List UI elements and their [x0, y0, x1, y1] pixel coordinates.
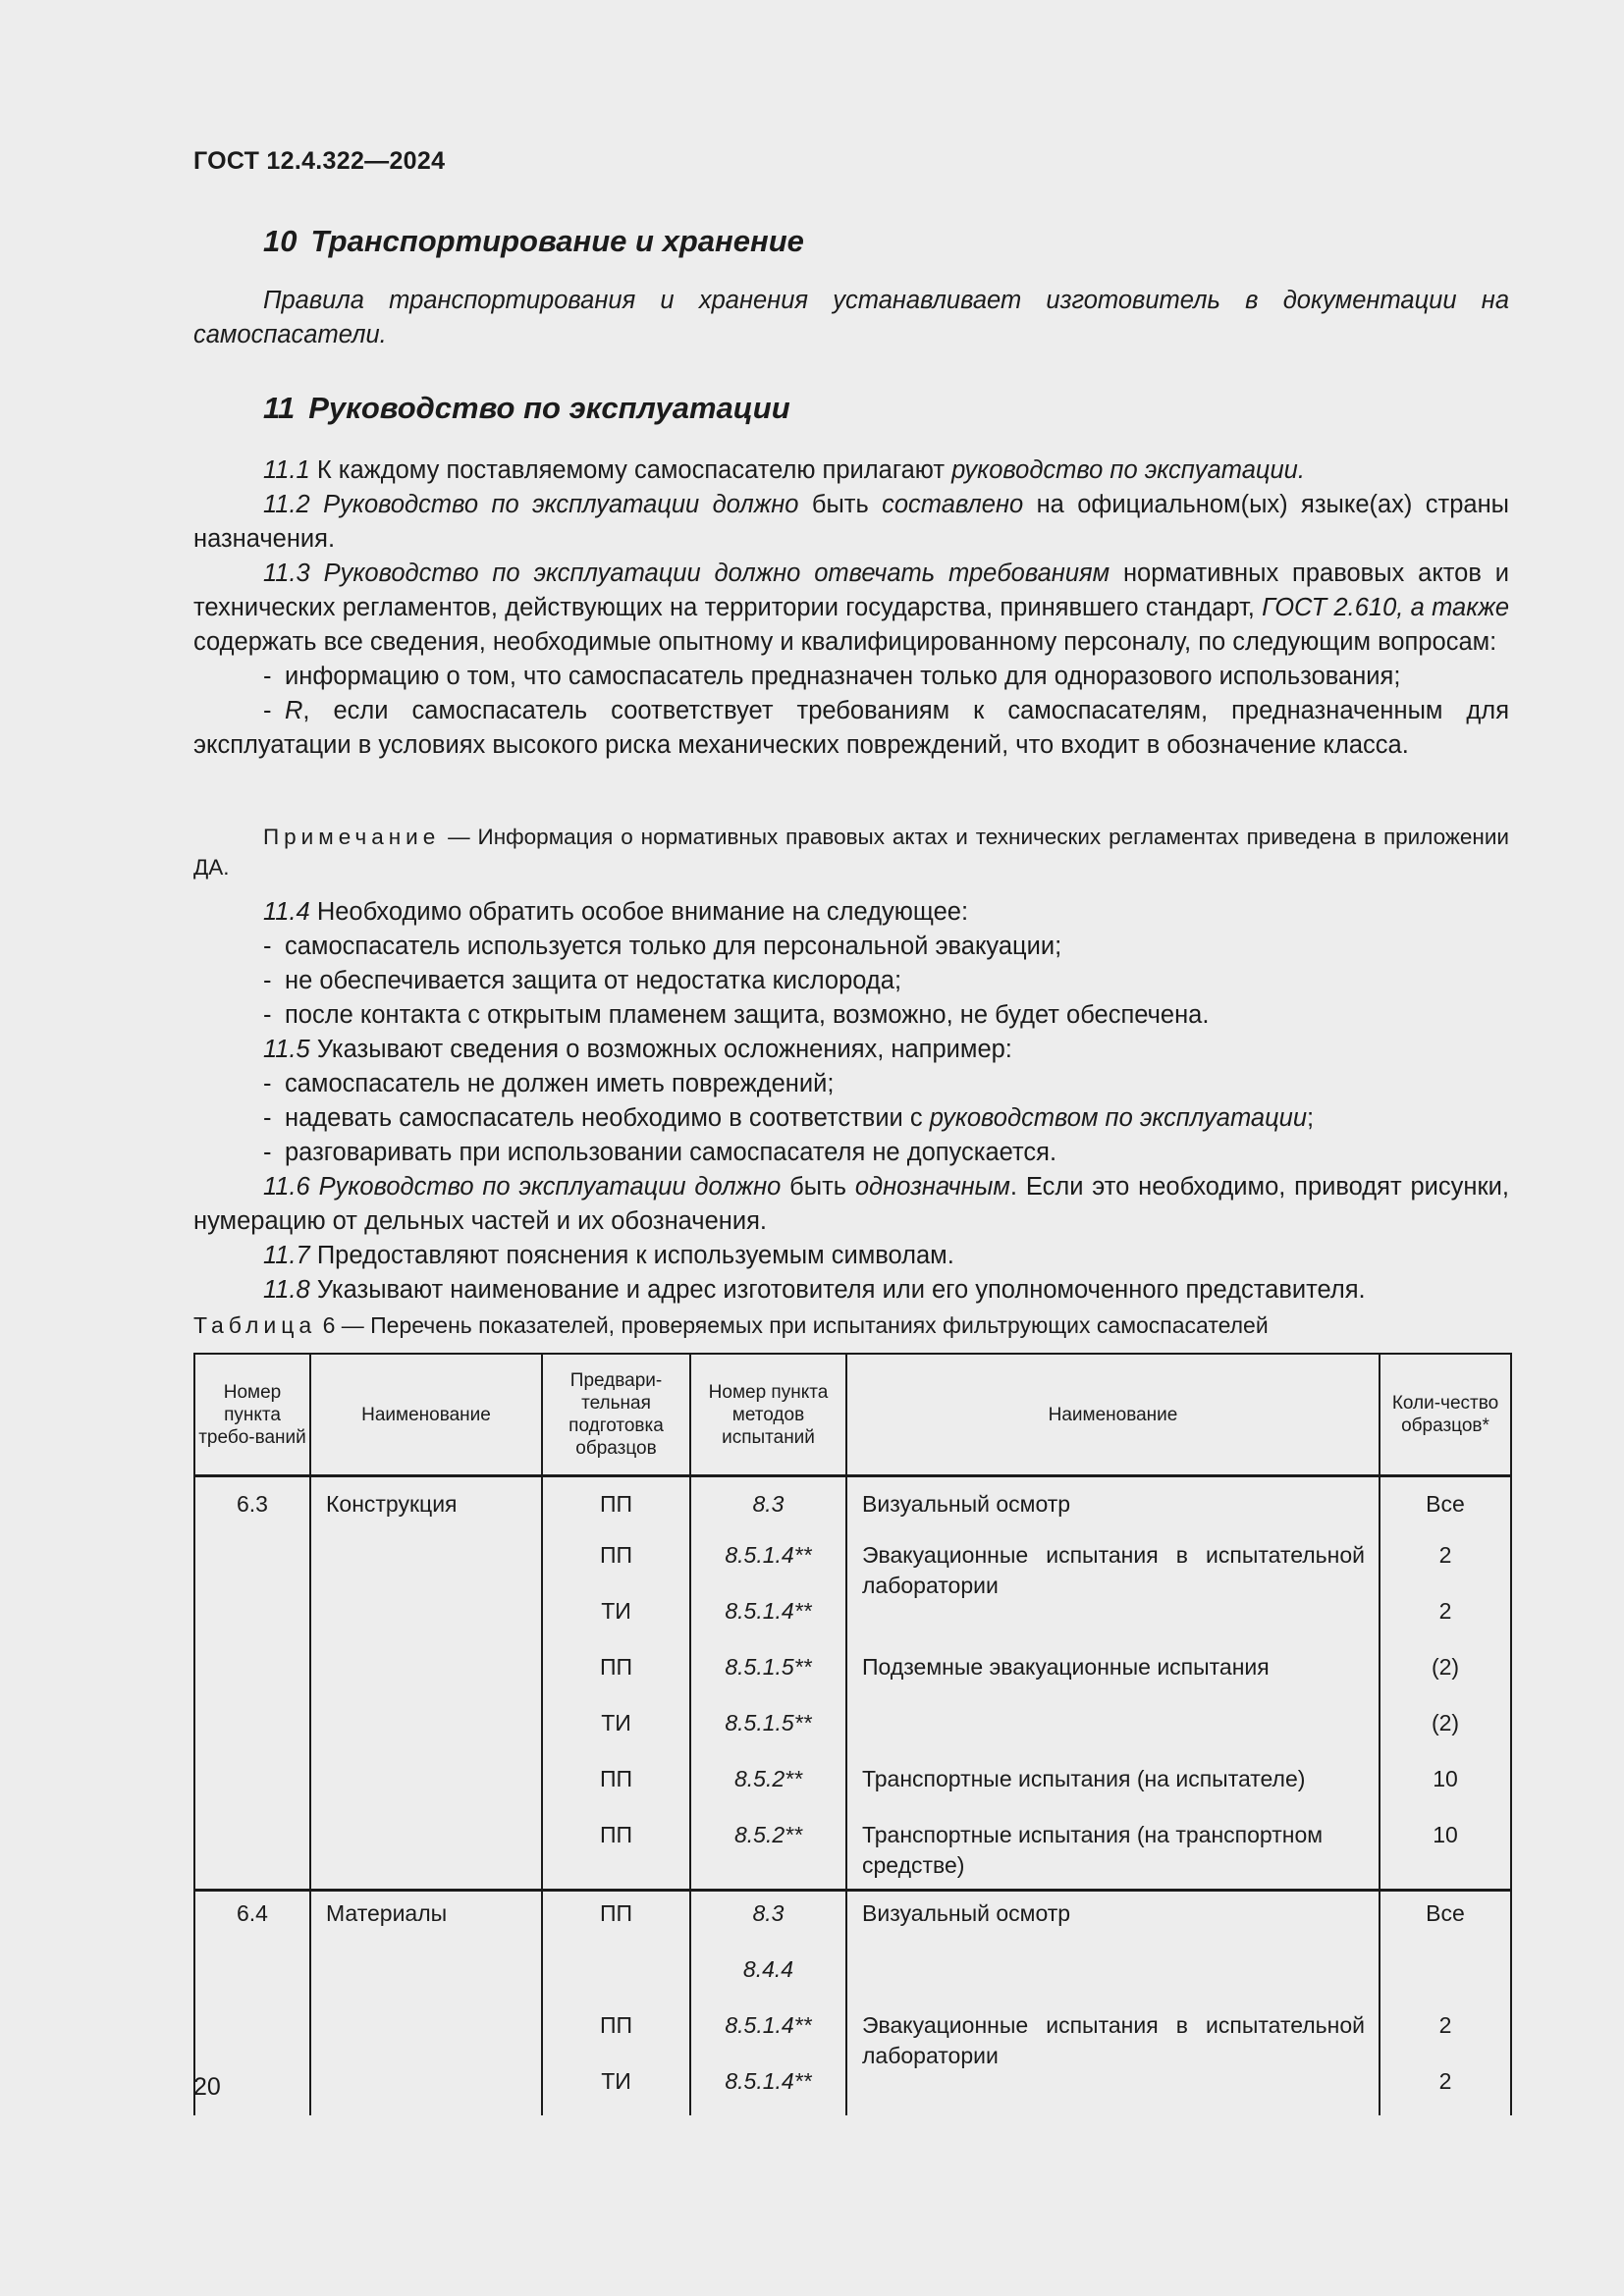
note: [193, 822, 1509, 882]
section-title: Транспортирование и хранение: [310, 224, 804, 258]
cell-method: 8.4.4: [690, 1948, 846, 2003]
cell-prep: ПП: [542, 1476, 690, 1534]
cell-method: 8.3: [690, 1891, 846, 1949]
cell-qty: (2): [1380, 1701, 1511, 1757]
test-parameters-table: [193, 1353, 1512, 2115]
section-11-body-a: [193, 454, 1509, 763]
dash-bullet: -: [263, 1139, 272, 1166]
cell-req: [194, 2003, 310, 2059]
clause-text: Указывают сведения о возможных осложнениях, например:: [309, 1036, 1012, 1063]
clause-11-3: [193, 557, 1509, 660]
cell-test: Эвакуационные испытания в испытательной лаборатории: [846, 1533, 1380, 1645]
cell-test: Эвакуационные испытания в испытательной лаборатории: [846, 2003, 1380, 2115]
cell-qty: 2: [1380, 1589, 1511, 1645]
clause-number: 11.6: [263, 1173, 310, 1201]
cell-test: Визуальный осмотр: [846, 1891, 1380, 1949]
dash-bullet: -: [263, 933, 272, 960]
clause-11-1: [193, 454, 1509, 488]
list-item: [193, 694, 1509, 763]
clause-11-8: [193, 1273, 1509, 1308]
clause-text: К каждому поставляемому самоспасателю прилагают: [316, 456, 952, 484]
clause-11-7: [193, 1239, 1509, 1273]
clause-text: нормативных правовых актов и технических регламентов, действующих на территории государства, принявшего стандарт,: [193, 560, 1509, 621]
cell-prep: ПП: [542, 1645, 690, 1701]
table-row: [194, 1645, 1511, 1701]
table-row: [194, 1533, 1511, 1589]
cell-qty: Все: [1380, 1891, 1511, 1949]
clause-number: 11.4: [263, 898, 310, 926]
table-row: [194, 1813, 1511, 1891]
cell-req: [194, 1701, 310, 1757]
clause-number: 11.2: [263, 491, 310, 518]
cell-req: [194, 1948, 310, 2003]
cell-prep: ПП: [542, 2003, 690, 2059]
cell-qty: (2): [1380, 1645, 1511, 1701]
clause-text: Указывают наименование и адрес изготовителя или его уполномоченного представителя.: [309, 1276, 1366, 1304]
cell-req: 6.4: [194, 1891, 310, 1949]
cell-test: [846, 1948, 1380, 2003]
document-id: ГОСТ 12.4.322—2024: [193, 147, 446, 175]
clause-text: Необходимо обратить особое внимание на следующее:: [309, 898, 969, 926]
cell-method: 8.5.2**: [690, 1813, 846, 1891]
cell-method: 8.5.1.4**: [690, 1589, 846, 1645]
table-caption-label: Таблица: [193, 1312, 317, 1338]
cell-method: 8.5.1.4**: [690, 2059, 846, 2115]
clause-11-4: [193, 895, 1509, 930]
clause-number: 11.8: [263, 1276, 310, 1304]
cell-name: [310, 1701, 542, 1757]
section-11-heading: [263, 391, 790, 426]
note-text: — Информация о нормативных правовых актах и технических регламентах приведена в приложении ДА.: [193, 825, 1509, 880]
list-item-text: надевать самоспасатель необходимо в соответствии с: [285, 1104, 930, 1132]
section-number: 11: [263, 391, 296, 425]
cell-name: [310, 1589, 542, 1645]
cell-prep: ПП: [542, 1813, 690, 1891]
cell-qty: 10: [1380, 1813, 1511, 1891]
cell-prep: ПП: [542, 1891, 690, 1949]
list-item-text: информацию о том, что самоспасатель предназначен только для одноразового использования;: [285, 663, 1401, 690]
list-item-text: после контакта с открытым пламенем защита, возможно, не будет обеспечена.: [285, 1001, 1210, 1029]
cell-name: [310, 1533, 542, 1589]
list-item-text: не обеспечивается защита от недостатка кислорода;: [285, 967, 902, 994]
list-item: [193, 1067, 1509, 1101]
clause-number: 11.3: [263, 560, 310, 587]
cell-prep: ТИ: [542, 1701, 690, 1757]
cell-prep: ПП: [542, 1757, 690, 1813]
cell-req: [194, 1589, 310, 1645]
clause-11-6: [193, 1170, 1509, 1239]
column-header: Коли-чество образцов*: [1380, 1354, 1511, 1476]
dash-bullet: -: [263, 697, 272, 724]
cell-test: Подземные эвакуационные испытания: [846, 1645, 1380, 1701]
clause-emphasis: руководство по экспуатации.: [951, 456, 1305, 484]
list-item-text: разговаривать при использовании самоспасателя не допускается.: [285, 1139, 1057, 1166]
dash-bullet: -: [263, 663, 272, 690]
cell-qty: 2: [1380, 2059, 1511, 2115]
cell-method: 8.3: [690, 1476, 846, 1534]
page-number: 20: [193, 2073, 221, 2101]
clause-text: . Если это необходимо, приводят рисунки, нумерацию от дельных частей и их обозначения.: [193, 1173, 1509, 1235]
table-header-row: [194, 1354, 1511, 1476]
cell-test: Визуальный осмотр: [846, 1476, 1380, 1534]
clause-emphasis: составлено: [882, 491, 1024, 518]
paragraph: Правила транспортирования и хранения устанавливает изготовитель в документации на самоспасатели.: [193, 287, 1509, 348]
cell-name: Конструкция: [310, 1476, 542, 1534]
column-header: Номер пункта методов испытаний: [690, 1354, 846, 1476]
cell-test: Транспортные испытания (на испытателе): [846, 1757, 1380, 1813]
clause-11-5: [193, 1033, 1509, 1067]
cell-method: 8.5.1.4**: [690, 1533, 846, 1589]
cell-prep: ПП: [542, 1533, 690, 1589]
section-10-body: [193, 284, 1509, 352]
cell-name: [310, 2003, 542, 2059]
cell-req: [194, 1757, 310, 1813]
cell-req: [194, 1533, 310, 1589]
section-11-body-b: [193, 895, 1509, 1308]
clause-emphasis: ГОСТ 2.610, а также: [1262, 594, 1509, 621]
clause-emphasis: однозначным: [854, 1173, 1010, 1201]
cell-req: [194, 1645, 310, 1701]
table-caption: [193, 1312, 1269, 1339]
dash-bullet: -: [263, 967, 272, 994]
cell-name: [310, 1948, 542, 2003]
cell-method: 8.5.1.5**: [690, 1645, 846, 1701]
clause-text: быть: [781, 1173, 855, 1201]
dash-bullet: -: [263, 1001, 272, 1029]
clause-emphasis: Руководство по эксплуатации должно: [323, 491, 799, 518]
clause-text: содержать все сведения, необходимые опытному и квалифицированному персоналу, по следующим вопросам:: [193, 628, 1497, 656]
column-header: Наименование: [310, 1354, 542, 1476]
cell-req: [194, 1813, 310, 1891]
clause-emphasis: Руководство по эксплуатации должно: [318, 1173, 782, 1201]
cell-method: 8.5.2**: [690, 1757, 846, 1813]
list-item: [193, 964, 1509, 998]
clause-11-2: [193, 488, 1509, 557]
table-caption-text: 6 — Перечень показателей, проверяемых при испытаниях фильтрующих самоспасателей: [316, 1312, 1269, 1338]
clause-number: 11.5: [263, 1036, 310, 1063]
clause-text: быть: [798, 491, 883, 518]
clause-emphasis: Руководство по эксплуатации должно отвечать требованиям: [323, 560, 1110, 587]
list-item-text: самоспасатель используется только для персональной эвакуации;: [285, 933, 1062, 960]
list-item-text: самоспасатель не должен иметь повреждений;: [285, 1070, 835, 1097]
list-item-emphasis: R: [285, 697, 303, 724]
table-row: [194, 1757, 1511, 1813]
list-item-text: , если самоспасатель соответствует требованиям к самоспасателям, предназначенным для эксплуатации в условиях высокого риска механических повреждений, что входит в обозначение класса.: [193, 697, 1509, 759]
list-item-tail: ;: [1307, 1104, 1315, 1132]
cell-req: 6.3: [194, 1476, 310, 1534]
cell-qty: [1380, 1948, 1511, 2003]
cell-qty: 10: [1380, 1757, 1511, 1813]
cell-name: Материалы: [310, 1891, 542, 1949]
cell-method: 8.5.1.5**: [690, 1701, 846, 1757]
table-row: [194, 2003, 1511, 2059]
clause-text: на официальном(ых) языке(ах) страны назначения.: [193, 491, 1509, 553]
clause-number: 11.1: [263, 456, 310, 484]
list-item: [193, 930, 1509, 964]
cell-qty: 2: [1380, 1533, 1511, 1589]
section-10-heading: [263, 224, 804, 259]
list-item: [193, 998, 1509, 1033]
cell-name: [310, 1813, 542, 1891]
cell-test: [846, 1701, 1380, 1757]
column-header: Наименование: [846, 1354, 1380, 1476]
column-header: Предвари-тельная подготовка образцов: [542, 1354, 690, 1476]
table-row: [194, 1948, 1511, 2003]
cell-qty: Все: [1380, 1476, 1511, 1534]
cell-prep: [542, 1948, 690, 2003]
section-number: 10: [263, 224, 298, 258]
cell-prep: ТИ: [542, 1589, 690, 1645]
clause-number: 11.7: [263, 1242, 310, 1269]
list-item: [193, 660, 1509, 694]
table-row: [194, 1476, 1511, 1534]
cell-name: [310, 2059, 542, 2115]
list-item: [193, 1136, 1509, 1170]
cell-qty: 2: [1380, 2003, 1511, 2059]
clause-text: Предоставляют пояснения к используемым символам.: [309, 1242, 954, 1269]
note-label: Примечание: [263, 825, 441, 849]
table-row: [194, 1891, 1511, 1949]
cell-name: [310, 1757, 542, 1813]
dash-bullet: -: [263, 1070, 272, 1097]
cell-name: [310, 1645, 542, 1701]
column-header: Номер пункта требо-ваний: [194, 1354, 310, 1476]
cell-method: 8.5.1.4**: [690, 2003, 846, 2059]
cell-prep: ТИ: [542, 2059, 690, 2115]
table-row: [194, 1701, 1511, 1757]
list-item-emphasis: руководством по эксплуатации: [929, 1104, 1308, 1132]
section-title: Руководство по эксплуатации: [308, 391, 790, 425]
cell-test: Транспортные испытания (на транспортном средстве): [846, 1813, 1380, 1891]
dash-bullet: -: [263, 1104, 272, 1132]
list-item: [193, 1101, 1509, 1136]
